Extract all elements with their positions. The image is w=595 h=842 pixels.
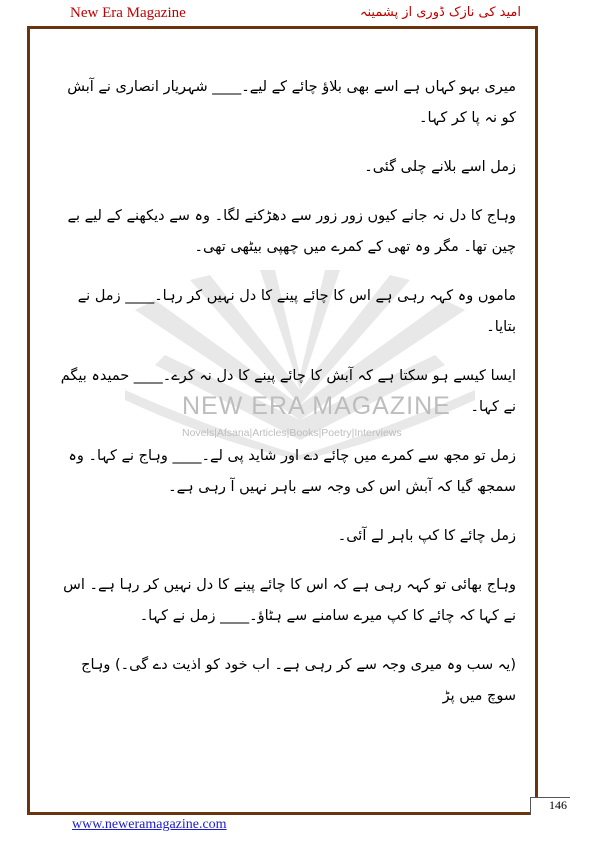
- paragraph: ایسا کیسے ہو سکتا ہے کہ آبش کا چائے پینے کا دل نہ کرے۔____ حمیدہ بیگم نے کہا۔: [60, 368, 516, 415]
- paragraph: میری بہو کہاں ہے اسے بھی بلاؤ چائے کے لیے۔____ شہریار انصاری نے آبش کو نہ پا کر کہا۔: [67, 79, 516, 126]
- story-text: [50, 72, 516, 730]
- magazine-name: New Era Magazine: [70, 5, 186, 21]
- paragraph: (یہ سب وہ میری وجہ سے کر رہی ہے۔ اب خود کو اذیت دے گی۔) وہاج سوچ میں پڑ: [81, 657, 516, 704]
- watermark-title: NEW ERA MAGAZINE: [182, 392, 451, 420]
- paragraph: وہاج کا دل نہ جانے کیوں زور زور سے دھڑکنے لگا۔ وہ سے دیکھنے کے لیے بے چین تھا۔ مگر وہ تھی کے کمرے میں چھپی بیٹھی تھی۔: [67, 208, 516, 255]
- novel-title: امید کی نازک ڈوری از پشمینہ: [359, 5, 521, 20]
- watermark-subtitle: Novels|Afsana|Articles|Books|Poetry|Interviews: [182, 427, 402, 439]
- paragraph: زمل چائے کا کپ باہر لے آئی۔: [337, 528, 516, 544]
- paragraph: زمل تو مجھ سے کمرے میں چائے دے اور شاید پی لے۔____ وہاج نے کہا۔ وہ سمجھ گیا کہ آبش اس کی وجہ سے باہر نہیں آ رہی ہے۔: [68, 448, 516, 495]
- page-number: 146: [530, 797, 570, 815]
- footer-website-link[interactable]: www.neweramagazine.com: [72, 817, 227, 832]
- paragraph: ماموں وہ کہہ رہی ہے اس کا چائے پینے کا دل نہیں کر رہا۔____ زمل نے بتایا۔: [77, 288, 516, 335]
- paragraph: وہاج بھائی تو کہہ رہی ہے کہ اس کا چائے پینے کا دل نہیں کر رہا ہے۔ اس نے کہا کہ چائے کا کپ میرے سامنے سے ہٹاؤ۔____ زمل نے کہا۔: [63, 577, 516, 624]
- paragraph: زمل اسے بلانے چلی گئی۔: [364, 159, 516, 175]
